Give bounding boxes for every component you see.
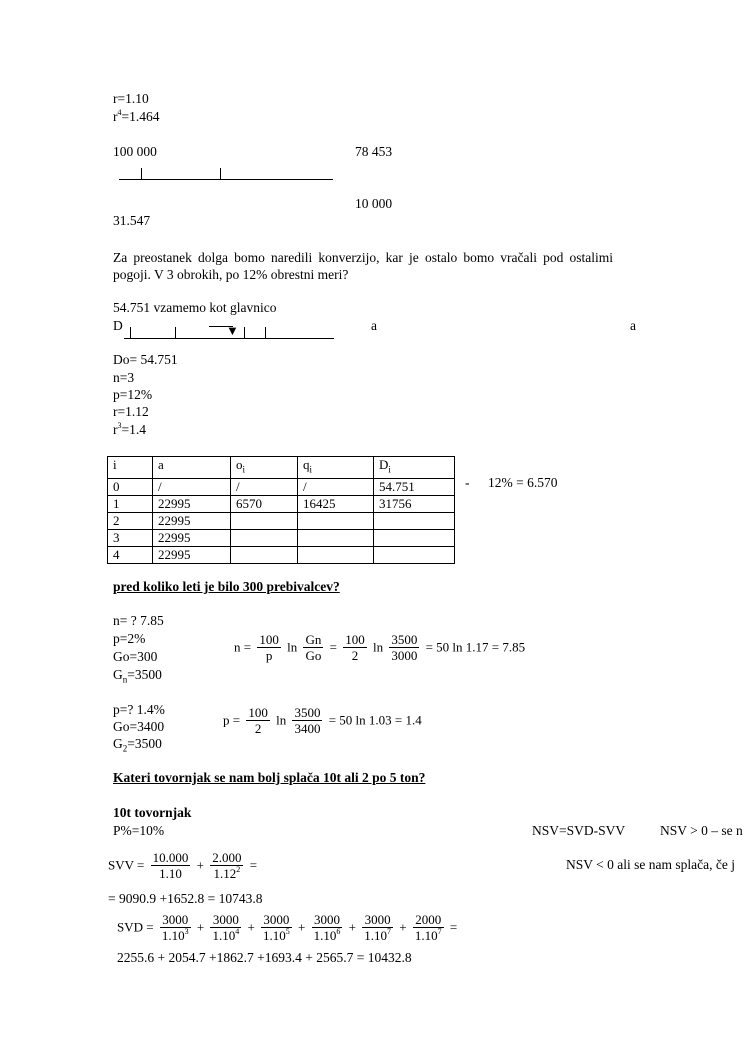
nsv-positive: NSV > 0 – se n [660,823,743,838]
param-r3: $r^3=1.4$ [113,421,146,437]
table-cell: 6570 [231,495,298,512]
svv-result: = 9090.9 +1652.8 = 10743.8 [108,891,263,906]
timeline2-label-a: a [630,318,636,333]
table-cell [298,529,374,546]
table-row [108,512,455,529]
table-header: $q_i$ [298,457,374,479]
conversion-paragraph: Za preostanek dolga bomo naredili konverzijo, kar je ostalo bomo vračali pod ostalimi pogoji. V 3 obrokih, po 12% obrestni meri? [113,250,613,282]
table-cell: 22995 [153,529,231,546]
param-do: Do= 54.751 [113,352,178,367]
table-cell [374,512,455,529]
q1-go: Go=300 [113,649,158,664]
timeline1-right-bottom: 10 000 [355,196,393,211]
q1-heading: pred koliko leti je bilo 300 prebivalcev? [113,579,340,594]
param-r: r=1.12 [113,404,149,419]
q2-g2: $G_2=3500$ [113,736,162,754]
q2-p: p=? 1.4% [113,702,165,717]
table-cell: 22995 [153,546,231,563]
table-cell [231,529,298,546]
table-header: $o_i$ [231,457,298,479]
table-cell: 3 [108,529,153,546]
table-header: a [153,457,231,479]
table-cell: 16425 [298,495,374,512]
principal-text: 54.751 vzamemo kot glavnico [113,300,277,315]
amortization-table [107,456,455,564]
table-row [108,495,455,512]
table-cell: 31756 [374,495,455,512]
q3-heading: Kateri tovornjak se nam bolj splača 10t ali 2 po 5 ton? [113,770,426,785]
r-value: r=1.10 [113,91,149,106]
r4-value: $r^4=1.464$ [113,108,160,124]
table-row [108,546,455,563]
table-cell [298,512,374,529]
table-cell [374,529,455,546]
table-cell: 22995 [153,512,231,529]
q3-p: P%=10% [113,823,165,838]
table-cell: 22995 [153,495,231,512]
table-cell: 0 [108,478,153,495]
table-header-row [108,457,455,479]
table-row [108,478,455,495]
q1-n: n= ? 7.85 [113,613,164,628]
param-p: p=12% [113,387,153,402]
timeline1-right-top: 78 453 [355,144,393,159]
table-side-dash: - [465,475,470,490]
param-n: n=3 [113,370,135,385]
table-cell: 1 [108,495,153,512]
table-cell: / [231,478,298,495]
timeline2-tick [244,327,245,338]
table-header: i [108,457,153,479]
q1-p: p=2% [113,631,146,646]
q1-formula: n = $\frac{100}{p}$ ln $\frac{Gn}{Go}$ = $\frac{100}{2}$ ln $\frac{3500}{3000}$ = 50 ln 1.17 = 7.85 [234,632,526,663]
table-cell: 4 [108,546,153,563]
table-cell: / [153,478,231,495]
timeline1-tick [220,168,221,179]
table-cell [231,546,298,563]
timeline2-tick [175,327,176,338]
q3-subheading: 10t tovornjak [113,805,192,820]
timeline1-left: 100 000 [113,144,157,159]
table-cell: / [298,478,374,495]
nsv-formula: NSV=SVD-SVV [532,823,626,838]
timeline1-below: 31.547 [113,213,151,228]
table-row [108,529,455,546]
q1-gn: $G_n=3500$ [113,667,162,685]
table-cell [231,512,298,529]
table-side-note: 12% = 6.570 [488,475,558,490]
svv-formula: SVV = $\frac{10.000}{1.10}$ + $\frac{2.000}{1.12^2}$ = [108,850,258,881]
svd-result: 2255.6 + 2054.7 +1862.7 +1693.4 + 2565.7 = 10432.8 [117,950,412,965]
table-cell [374,546,455,563]
timeline2-label-a: a [371,318,377,333]
q2-formula: p = $\frac{100}{2}$ ln $\frac{3500}{3400}$ = 50 ln 1.03 = 1.4 [223,705,422,736]
table-cell: 2 [108,512,153,529]
timeline2-label-d: D [113,318,123,333]
table-cell [298,546,374,563]
table-cell: 54.751 [374,478,455,495]
q2-go: Go=3400 [113,719,165,734]
nsv-negative: NSV < 0 ali se nam splača, če j [566,857,735,872]
timeline1-tick [141,168,142,179]
svd-formula: SVD = $\frac{3000}{1.10^3}$ + $\frac{3000}{1.10^4}$ + $\frac{3000}{1.10^5}$ + $\frac{3000}{1.10^6}$ + $\frac{3000}{1.10^7}$ + $\frac{2000}{1.10^7}$ = [117,912,458,943]
timeline1-axis [119,179,333,180]
timeline2-tick [265,327,266,338]
table-header: $D_i$ [374,457,455,479]
arrow-down-icon: ▼ [226,323,239,338]
timeline2-tick [130,327,131,338]
